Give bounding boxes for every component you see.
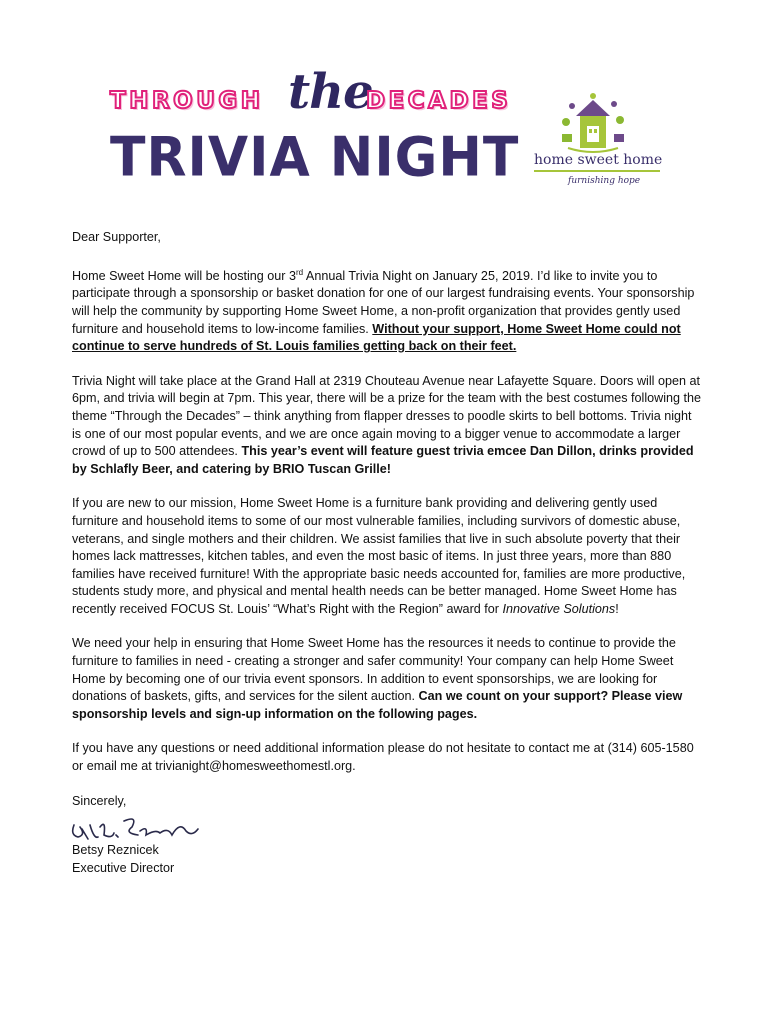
paragraph-2: Trivia Night will take place at the Grand Hall at 2319 Chouteau Avenue near Lafayette Square. Doors will open at 6pm, and trivia will begin at 7pm. This year, there will be a prize for the team with the best costumes following the theme “Through the Decades” – think anything from flapper dresses to poodle skirts to bell bottoms. Trivia night is one of our most popular events, and we are once again moving to a bigger venue to accommodate a larger crowd of up to 500 attendees. This year’s event will feature guest trivia emcee Dan Dillon, drinks provided by Schlafly Beer, and catering by BRIO Tuscan Grille! [72, 373, 702, 476]
greeting: Dear Supporter, [72, 230, 161, 244]
logo-tagline: furnishing hope [568, 176, 641, 186]
closing: Sincerely, [72, 793, 127, 808]
home-sweet-home-logo [530, 92, 670, 192]
paragraph-1: Home Sweet Home will be hosting our 3rd Annual Trivia Night on January 25, 2019. I’d like to invite you to participate through a sponsorship or basket donation for one of our largest fundraising events. Your sponsorship will help the community by supporting Home Sweet Home, a non-profit organization that provides gently used furniture and household items to low-income families. Without your support, Home Sweet Home could not continue to serve hundreds of St. Louis families getting back on their feet. [72, 267, 695, 354]
letter-body [72, 229, 702, 827]
logo-name: home sweet home [534, 152, 663, 168]
banner-through-text: THROUGH [110, 88, 264, 114]
signer-name: Betsy Reznicek [72, 843, 159, 857]
banner-decades-text: DECADES [366, 88, 512, 114]
banner-the-text: the [288, 64, 373, 120]
paragraph-5: If you have any questions or need additional information please do not hesitate to contact me at (314) 605-1580 or email me at trivianight@homesweethomestl.org. [72, 741, 694, 774]
signature-block [72, 842, 174, 877]
paragraph-3: If you are new to our mission, Home Sweet Home is a furniture bank providing and delivering gently used furniture and household items to some of our most vulnerable families, including survivors of domestic abuse, veterans, and single mothers and their children. We assist families that live in such absolute poverty that their homes lack mattresses, kitchen tables, and even the most basic of items. In just three years, more than 880 families have received furniture! With the appropriate basic needs accounted for, families are more productive, students study more, and physical and mental health needs can be better managed. Home Sweet Home has recently received FOCUS St. Louis’ “What’s Right with the Region” award for Innovative Solutions! [72, 496, 686, 616]
banner-trivia-night-title: TRIVIA NIGHT [110, 126, 520, 189]
signer-title: Executive Director [72, 860, 175, 875]
event-banner [108, 64, 528, 194]
logo-house-icon [558, 92, 628, 156]
logo-divider [534, 170, 660, 172]
paragraph-4: We need your help in ensuring that Home Sweet Home has the resources it needs to continue to provide the furniture to families in need - creating a stronger and safer community! Your company can help Home Sweet Home by becoming one of our trivia event sponsors. In addition to event sponsorships, we are looking for donations of baskets, gifts, and services for the silent auction. Can we count on your support? Please view sponsorship levels and sign-up information on the following pages. [72, 636, 683, 721]
